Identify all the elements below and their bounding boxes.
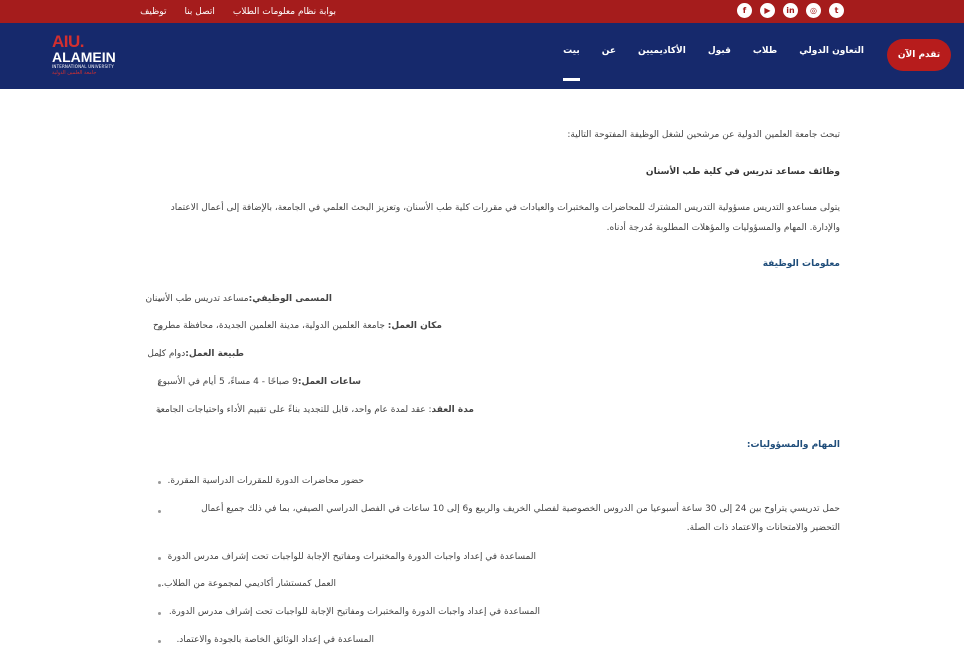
nav-international-cooperation[interactable]: التعاون الدولي — [799, 46, 864, 56]
job-info-hours: ساعات العمل:9 صباحًا - 4 مساءً، 5 أيام في الأسبوع — [157, 377, 361, 387]
logo-subtitle: INTERNATIONAL UNIVERSITY — [52, 64, 114, 69]
bullet — [158, 640, 161, 643]
duty-item: المساعدة في إعداد واجبات الدورة والمختبرات ومفاتيح الإجابة للواجبات تحت إشراف مدرس الدورة — [167, 552, 536, 562]
nav-about[interactable]: عن — [601, 46, 616, 56]
intro-text: تبحث جامعة العلمين الدولية عن مرشحين لشغل الوظيفة المفتوحة التالية: — [567, 130, 840, 140]
contact-us-link[interactable]: اتصل بنا — [184, 6, 215, 17]
duty-item: المساعدة في إعداد واجبات الدورة والمختبرات ومفاتيح الإجابة للواجبات تحت إشراف مدرس الدورة. — [168, 607, 540, 617]
linkedin-icon[interactable]: in — [783, 3, 798, 18]
job-summary: يتولى مساعدو التدريس مسؤولية التدريس المشترك للمحاضرات والمختبرات والعيادات في مقررات كلية طب الأسنان، وتعزيز البحث العلمي في الجامعة، بالإضافة إلى أعمال الاعتماد والإدارة. المهام والمسؤوليات والمؤهلات المطلوبة مُدرجة أدناه. — [170, 203, 840, 233]
nav-admissions[interactable]: قبول — [707, 46, 731, 56]
logo-arabic: جامعة العلمين الدولية — [52, 70, 97, 76]
facebook-icon[interactable]: f — [737, 3, 752, 18]
instagram-icon[interactable]: ◎ — [806, 3, 821, 18]
job-info-title: المسمى الوظيفي:مساعد تدريس طب الأسنان — [145, 294, 332, 304]
job-info-type: طبيعة العمل:دوام كامل — [147, 349, 244, 359]
duty-item: حضور محاضرات الدورة للمقررات الدراسية المقررة. — [167, 476, 364, 486]
job-info-contract: مدة العقد: عقد لمدة عام واحد، قابل للتجديد بناءً على تقييم الأداء واحتياجات الجامعة — [155, 405, 474, 415]
duty-item: العمل كمستشار أكاديمي لمجموعة من الطلاب. — [161, 579, 336, 589]
youtube-icon[interactable]: ▶ — [760, 3, 775, 18]
duty-item: حمل تدريسي يتراوح بين 24 إلى 30 ساعة أسبوعيا من الدروس الخصوصية لفصلي الخريف والربيع و6 إلى 10 ساعات في الفصل الدراسي الصيفي، بما في ذلك جميع أعمال التحضير والامتحانات والاعتماد ذات الصلة. — [201, 504, 840, 533]
careers-link[interactable]: توظيف — [140, 6, 167, 17]
bullet — [158, 557, 161, 560]
social-links — [737, 3, 844, 18]
bullet — [158, 510, 161, 513]
student-portal-link[interactable]: بوابة نظام معلومات الطلاب — [232, 6, 336, 17]
twitter-icon[interactable]: t — [829, 3, 844, 18]
logo-mark: AIU. — [52, 32, 84, 51]
nav-home[interactable]: بيت — [563, 46, 580, 56]
bullet — [158, 612, 161, 615]
nav-menu — [541, 46, 864, 56]
bullet — [158, 481, 161, 484]
nav-academics[interactable]: الأكاديميين — [637, 46, 686, 56]
nav-students[interactable]: طلاب — [752, 46, 778, 56]
duty-item: المساعدة في إعداد الوثائق الخاصة بالجودة والاعتماد. — [176, 635, 374, 645]
job-info-heading: معلومات الوظيفة — [762, 259, 840, 269]
top-bar — [0, 0, 964, 23]
job-title: وظائف مساعد تدريس في كلية طب الأسنان — [645, 167, 840, 177]
duties-heading: المهام والمسؤوليات: — [746, 440, 840, 450]
university-logo[interactable] — [52, 33, 132, 81]
job-info-location: مكان العمل: جامعة العلمين الدولية، مدينة العلمين الجديدة، محافظة مطروح — [152, 321, 442, 331]
main-navbar — [0, 23, 964, 89]
apply-now-button[interactable]: تقدم الآن — [887, 39, 951, 71]
top-links — [122, 0, 336, 23]
logo-name: ALAMEIN — [52, 49, 116, 65]
